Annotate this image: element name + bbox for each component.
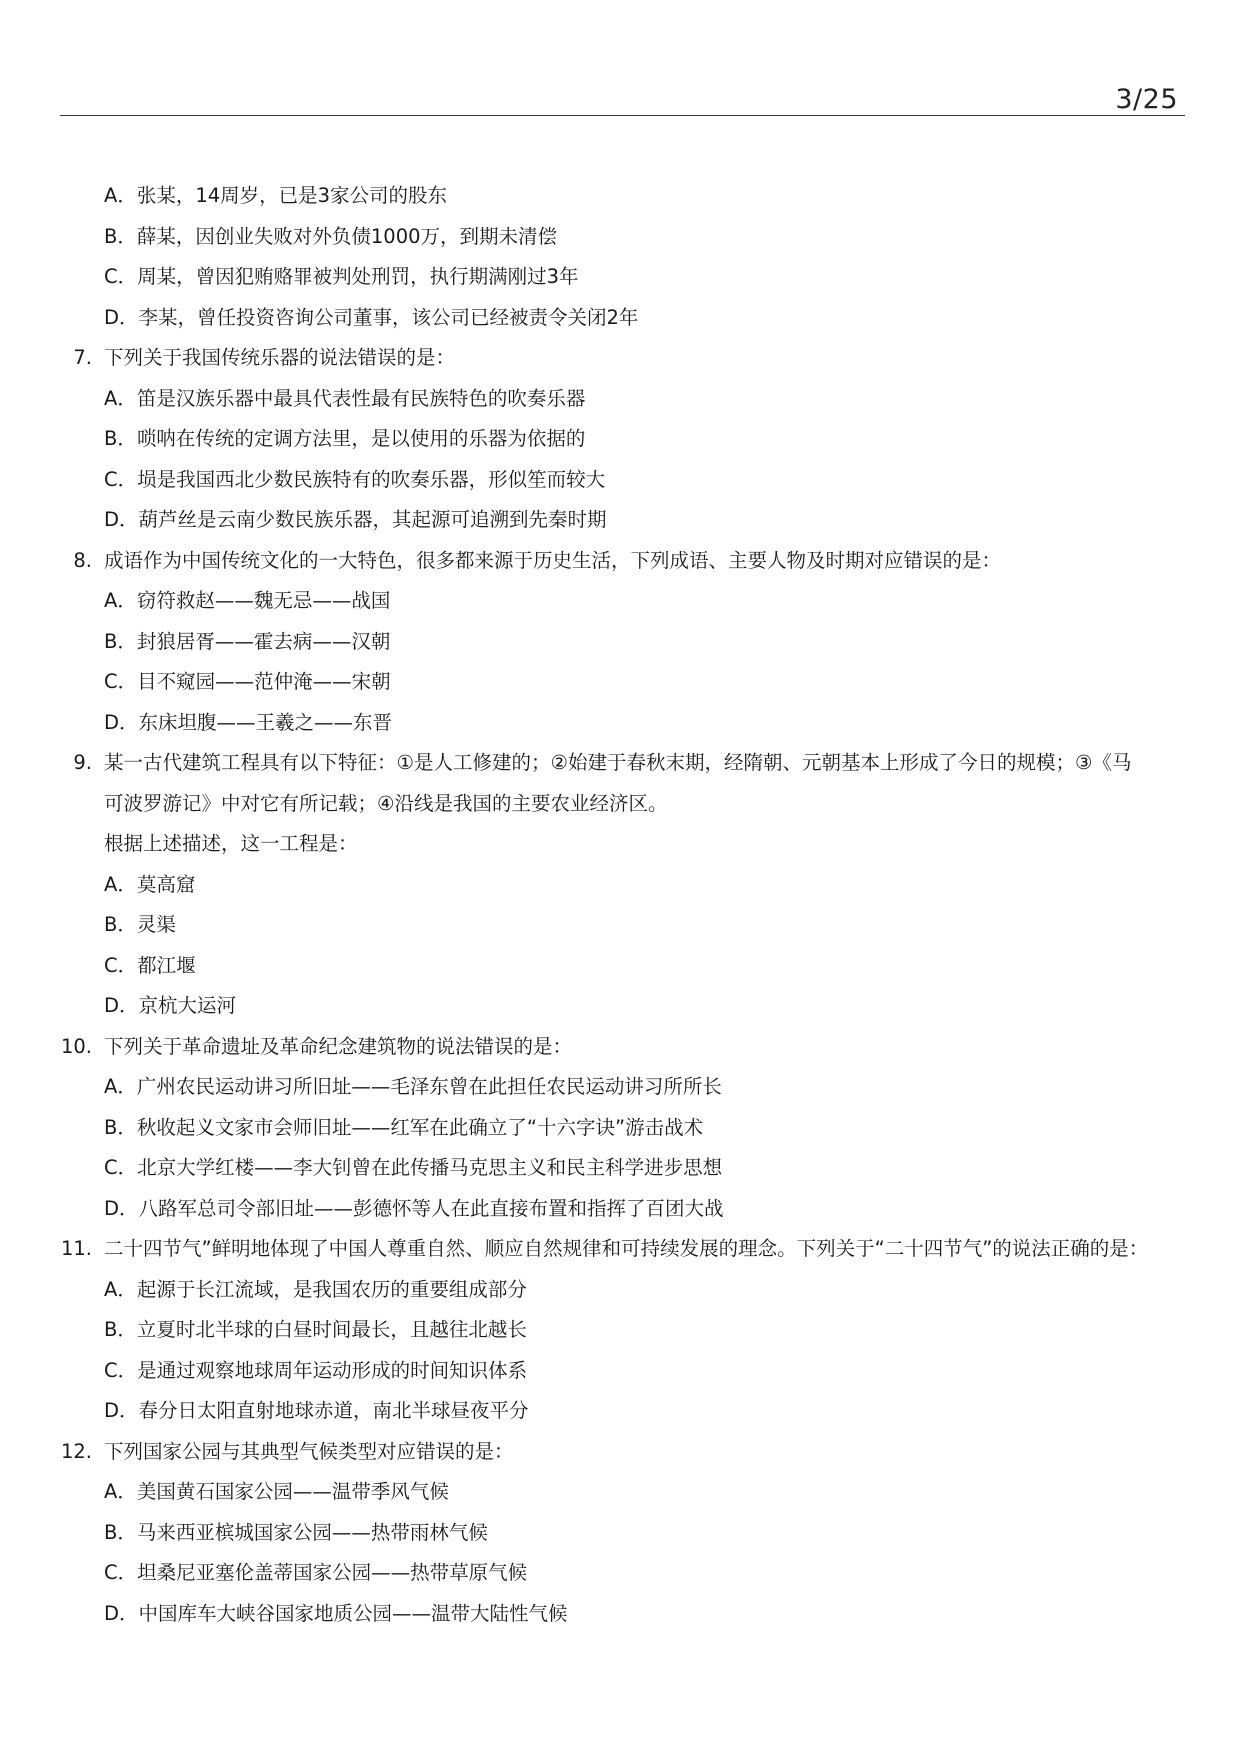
question-12-option-d: D．中国库车大峡谷国家地质公园——温带大陆性气候	[104, 1601, 568, 1625]
question-8-stem	[0, 541, 1240, 582]
question-7-option-a: A．笛是汉族乐器中最具代表性最有民族特色的吹奏乐器	[104, 386, 586, 410]
header-rule	[60, 115, 1185, 116]
question-11-number: 11.	[60, 1237, 92, 1260]
question-11-option-d: D．春分日太阳直射地球赤道，南北半球昼夜平分	[104, 1399, 529, 1422]
question-8-text: 成语作为中国传统文化的一大特色，很多都来源于历史生活，下列成语、主要人物及时期对应错误的是：	[104, 548, 1002, 572]
question-9-text: 某一古代建筑工程具有以下特征：①是人工修建的；②始建于春秋末期，经隋朝、元朝基本上形成了今日的规模；③《马	[104, 751, 1132, 774]
question-7-stem	[0, 338, 1240, 379]
question-8-option-a: A．窃符救赵——魏无忌——战国	[104, 589, 391, 612]
option-previous-c: C．周某，曾因犯贿赂罪被判处刑罚，执行期满刚过3年	[104, 265, 579, 288]
question-9-stem	[0, 743, 1240, 784]
question-9-option-c: C．都江堰	[104, 953, 196, 977]
question-12-option-a: A．美国黄石国家公园——温带季风气候	[104, 1480, 449, 1503]
question-10-stem	[0, 1027, 1240, 1068]
page-content	[0, 176, 1240, 1634]
question-9-option-b: B．灵渠	[104, 913, 176, 936]
question-10-text: 下列关于革命遗址及革命纪念建筑物的说法错误的是：	[104, 1034, 573, 1058]
question-7-text: 下列关于我国传统乐器的说法错误的是：	[104, 346, 456, 369]
option-previous-b: B．薛某，因创业失败对外负债1000万，到期未清偿	[104, 224, 558, 248]
question-7-number: 7.	[73, 346, 92, 369]
question-12-number: 12.	[60, 1439, 92, 1463]
question-11-option-c: C．是通过观察地球周年运动形成的时间知识体系	[104, 1358, 528, 1382]
question-8-option-b: B．封狼居胥——霍去病——汉朝	[104, 629, 391, 653]
question-8-number: 8.	[73, 548, 92, 572]
question-12-option-b: B．马来西亚槟城国家公园——热带雨林气候	[104, 1520, 488, 1544]
question-9-option-d: D．京杭大运河	[104, 994, 237, 1017]
question-9-number: 9.	[73, 751, 92, 774]
question-11-option-a: A．起源于长江流域，是我国农历的重要组成部分	[104, 1277, 527, 1301]
question-7-option-b: B．唢呐在传统的定调方法里，是以使用的乐器为依据的	[104, 427, 586, 450]
question-8-option-c: C．目不窥园——范仲淹——宋朝	[104, 670, 391, 693]
question-9-text-continued: 可波罗游记》中对它有所记载；④沿线是我国的主要农业经济区。	[104, 791, 668, 815]
question-7-option-c: C．埙是我国西北少数民族特有的吹奏乐器，形似笙而较大	[104, 467, 606, 491]
option-previous-d: D．李某，曾任投资咨询公司董事，该公司已经被责令关闭2年	[104, 305, 639, 329]
question-10-option-c: C．北京大学红楼——李大钊曾在此传播马克思主义和民主科学进步思想	[104, 1156, 723, 1179]
question-11-text: 二十四节气”鲜明地体现了中国人尊重自然、顺应自然规律和可持续发展的理念。下列关于“二十四节气”的说法正确的是：	[104, 1237, 1149, 1260]
option-previous-a: A．张某，14周岁，已是3家公司的股东	[104, 184, 448, 207]
question-8-option-d: D．东床坦腹——王羲之——东晋	[104, 710, 393, 734]
question-12-option-c: C．坦桑尼亚塞伦盖蒂国家公园——热带草原气候	[104, 1561, 528, 1584]
question-10-option-b: B．秋收起义文家市会师旧址——红军在此确立了“十六字诀”游击战术	[104, 1115, 704, 1139]
question-10-number: 10.	[60, 1034, 92, 1058]
question-12-text: 下列国家公园与其典型气候类型对应错误的是：	[104, 1439, 514, 1463]
question-7-option-d: D．葫芦丝是云南少数民族乐器，其起源可追溯到先秦时期	[104, 508, 607, 531]
question-9-option-a: A．莫高窟	[104, 872, 196, 896]
question-11-stem	[0, 1229, 1240, 1270]
question-11-option-b: B．立夏时北半球的白昼时间最长，且越往北越长	[104, 1318, 527, 1341]
question-10-option-d: D．八路军总司令部旧址——彭德怀等人在此直接布置和指挥了百团大战	[104, 1196, 724, 1220]
question-12-stem	[0, 1432, 1240, 1473]
question-10-option-a: A．广州农民运动讲习所旧址——毛泽东曾在此担任农民运动讲习所所长	[104, 1075, 722, 1098]
question-9-prompt: 根据上述描述，这一工程是：	[104, 832, 358, 855]
page-number: 3/25	[1115, 84, 1178, 115]
